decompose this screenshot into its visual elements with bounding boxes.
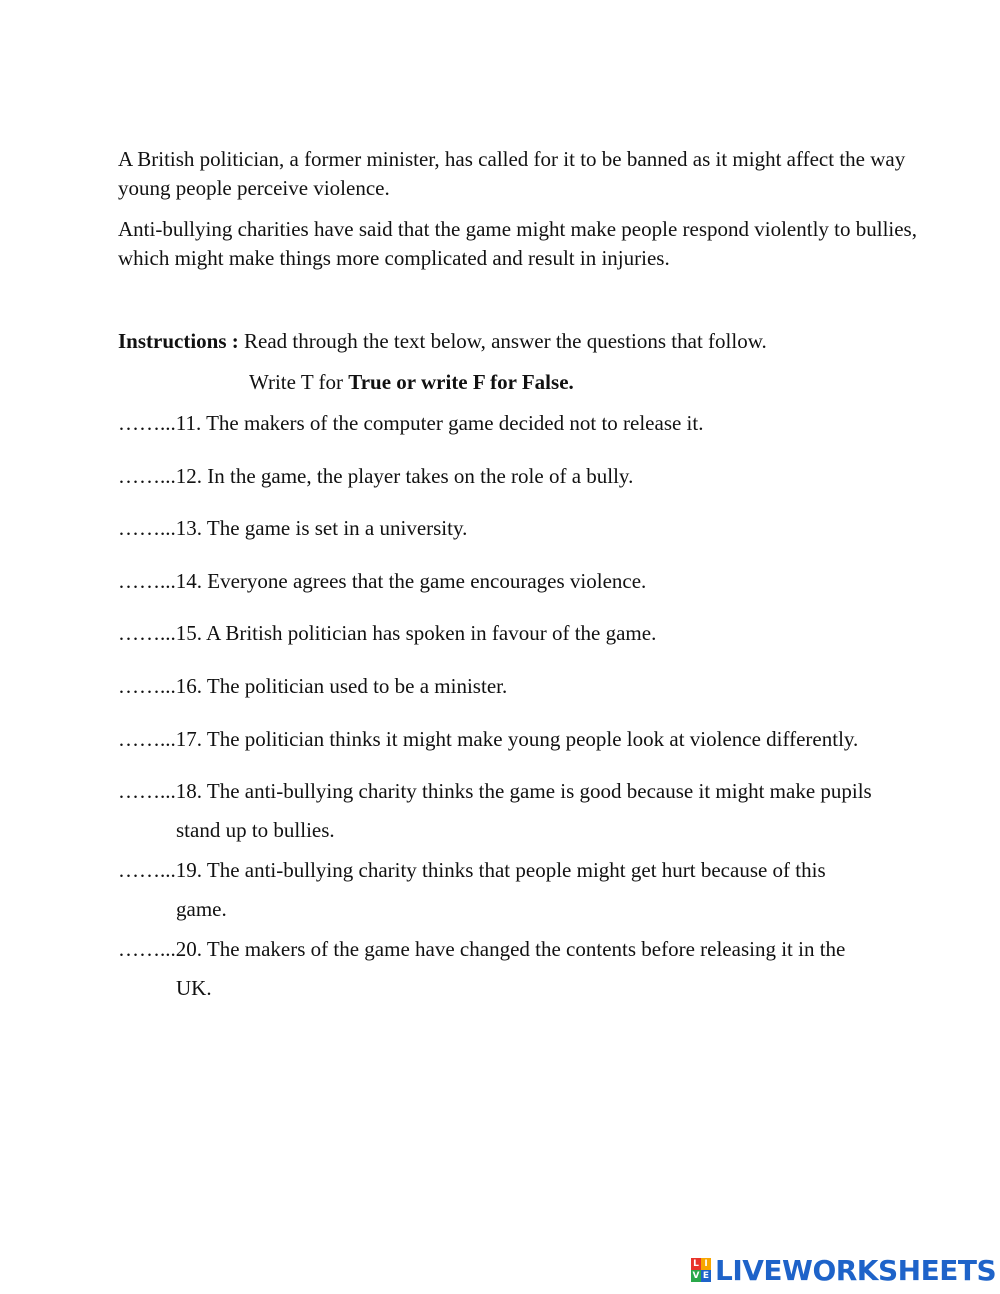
- answer-blank[interactable]: ……...: [118, 858, 176, 882]
- question-text: 13. The game is set in a university.: [175, 516, 468, 540]
- passage-paragraph-1: A British politician, a former minister, has called for it to be banned as it might affect the way young people perceive violence.: [118, 147, 906, 200]
- answer-blank[interactable]: ……...: [118, 516, 176, 540]
- write-prefix: Write T for: [249, 370, 349, 394]
- question-item: [118, 567, 958, 596]
- question-text: 20. The makers of the game have changed the contents before releasing it in the: [175, 937, 846, 961]
- question-item: [118, 856, 958, 921]
- write-true-false-line: [249, 368, 574, 397]
- question-item: [118, 514, 958, 543]
- question-item: [118, 725, 958, 754]
- answer-blank[interactable]: ……...: [118, 937, 176, 961]
- question-text-continued: stand up to bullies.: [176, 818, 335, 842]
- question-item: [118, 777, 958, 842]
- answer-blank[interactable]: ……...: [118, 569, 176, 593]
- write-bold-text: True or write F for False.: [348, 370, 574, 394]
- question-text: 17. The politician thinks it might make young people look at violence differently.: [175, 727, 859, 751]
- instructions-label: Instructions :: [118, 329, 239, 353]
- answer-blank[interactable]: ……...: [118, 411, 176, 435]
- logo-mark-icon: [691, 1258, 711, 1282]
- question-item: [118, 462, 958, 491]
- answer-blank[interactable]: ……...: [118, 674, 176, 698]
- question-text-continued: game.: [176, 897, 227, 921]
- liveworksheets-logo: [691, 1255, 996, 1285]
- question-text-continued: UK.: [176, 976, 212, 1000]
- answer-blank[interactable]: ……...: [118, 464, 176, 488]
- logo-mark-letter: L: [691, 1258, 701, 1270]
- question-item: [118, 619, 958, 648]
- question-text: 12. In the game, the player takes on the role of a bully.: [175, 464, 634, 488]
- question-text: 18. The anti-bullying charity thinks the game is good because it might make pupils: [175, 779, 872, 803]
- question-item: [118, 672, 958, 701]
- question-text: 14. Everyone agrees that the game encourages violence.: [175, 569, 647, 593]
- question-text: 19. The anti-bullying charity thinks that people might get hurt because of this: [175, 858, 826, 882]
- answer-blank[interactable]: ……...: [118, 727, 176, 751]
- instructions-text: Read through the text below, answer the questions that follow.: [238, 329, 767, 353]
- answer-blank[interactable]: ……...: [118, 621, 176, 645]
- logo-text: LIVEWORKSHEETS: [715, 1253, 997, 1287]
- instructions-line: [118, 327, 767, 356]
- question-item: [118, 409, 958, 438]
- logo-mark-letter: I: [701, 1258, 711, 1270]
- answer-blank[interactable]: ……...: [118, 779, 176, 803]
- logo-mark-letter: V: [692, 1271, 700, 1281]
- question-text: 15. A British politician has spoken in favour of the game.: [175, 621, 657, 645]
- question-text: 16. The politician used to be a minister.: [175, 674, 508, 698]
- logo-mark-letter: E: [702, 1271, 710, 1281]
- question-item: [118, 935, 958, 1000]
- passage-paragraph-2: Anti-bullying charities have said that the game might make people respond violently to bullies, which might make things more complicated and result in injuries.: [118, 217, 917, 270]
- question-text: 11. The makers of the computer game decided not to release it.: [175, 411, 704, 435]
